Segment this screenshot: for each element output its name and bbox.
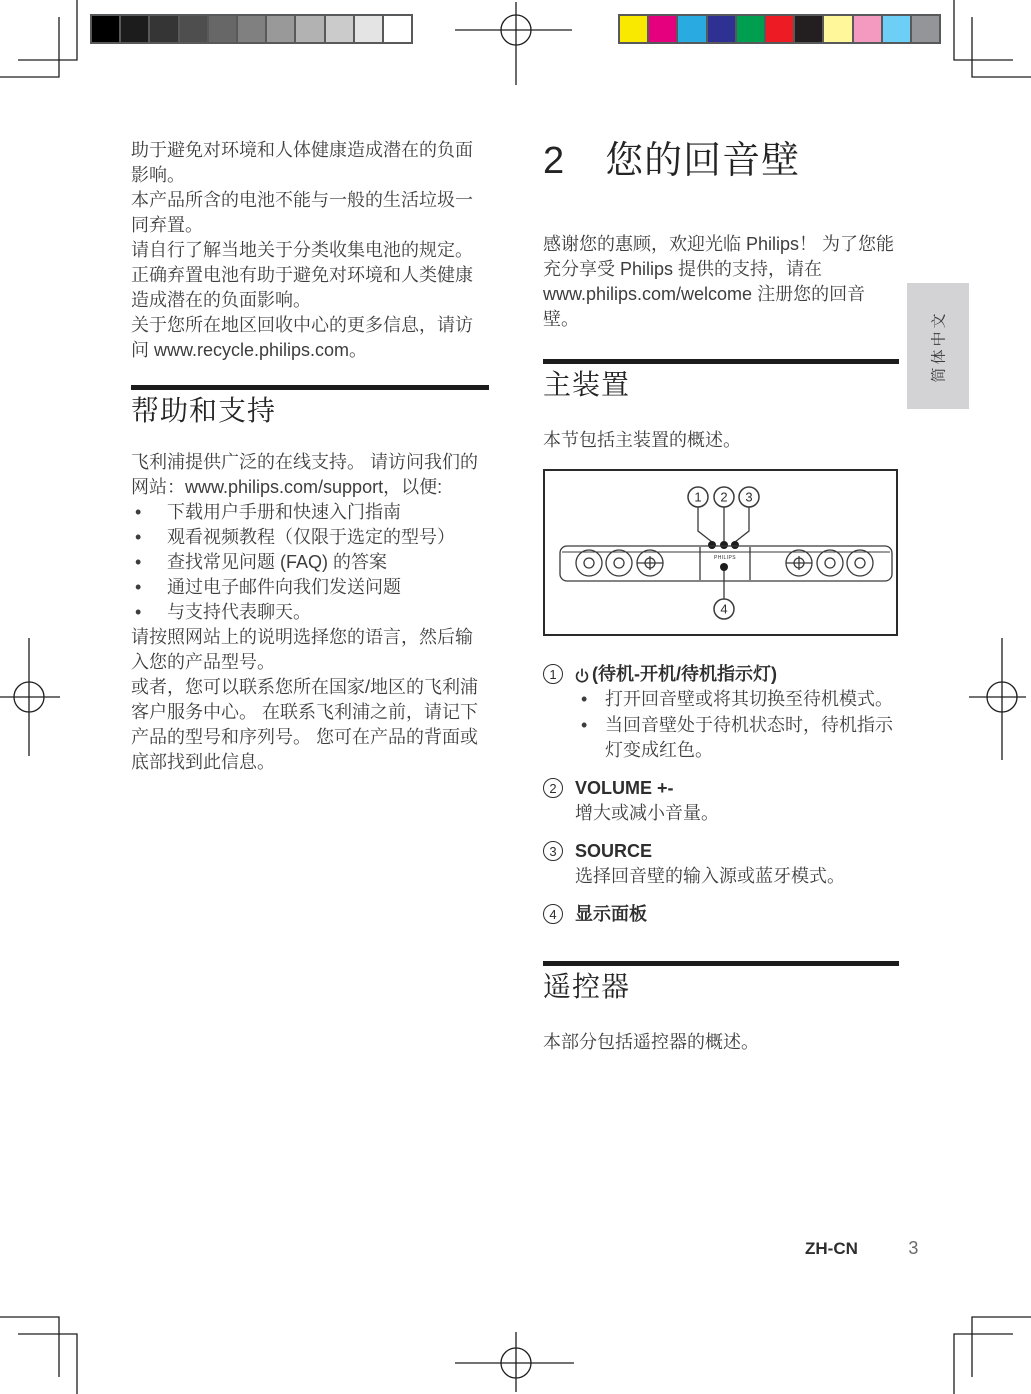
callout-label: SOURCE [575, 841, 653, 861]
crop-mark-bottom-right [954, 1317, 1031, 1394]
footer-language-code: ZH-CN [805, 1239, 858, 1258]
chapter-title: 您的回音壁 [605, 140, 801, 182]
crop-mark-top-left [0, 0, 77, 77]
calibration-swatch [737, 16, 764, 42]
calibration-swatch [150, 16, 177, 42]
calibration-swatch [883, 16, 910, 42]
callout-label: (待机-开机/待机指示灯) [592, 664, 777, 684]
callout-item-power [543, 662, 899, 763]
calibration-swatch [854, 16, 881, 42]
brand-label: PHILIPS [714, 555, 736, 561]
top-button-dots [708, 541, 739, 549]
recycling-paragraph: 助于避免对环境和人体健康造成潜在的负面影响。 [131, 140, 473, 185]
diagram-callout-4 [714, 599, 734, 619]
section-rule [131, 385, 489, 390]
calibration-swatch [795, 16, 822, 42]
calibration-swatch [766, 16, 793, 42]
calibration-swatch [209, 16, 236, 42]
soundbar-body [560, 546, 892, 581]
language-tab-label: 简体中文 [930, 309, 948, 383]
calibration-swatch [121, 16, 148, 42]
svg-text:1: 1 [694, 489, 702, 505]
calibration-swatch [267, 16, 294, 42]
crop-mark-bottom-left [0, 1317, 77, 1394]
calibration-swatch [620, 16, 647, 42]
calibration-swatch [355, 16, 382, 42]
help-bullet: • 下载用户手册和快速入门指南 [131, 500, 489, 525]
callout-item-display [543, 902, 899, 927]
diagram-callout-2 [714, 487, 734, 507]
callout-item-source [543, 839, 899, 889]
callout-sub-bullet: • 打开回音壁或将其切换至待机模式。 [575, 687, 899, 712]
callout-label: VOLUME +- [575, 778, 674, 798]
callout-number: 3 [543, 841, 563, 861]
power-icon [575, 668, 589, 683]
calibration-swatch [180, 16, 207, 42]
section-rule [543, 359, 899, 364]
calibration-swatch [326, 16, 353, 42]
help-bullet-list [131, 500, 489, 625]
calibration-swatch [649, 16, 676, 42]
calibration-swatch [824, 16, 851, 42]
page-footer [805, 1238, 925, 1259]
calibration-swatch [912, 16, 939, 42]
right-column [543, 138, 899, 1055]
main-unit-intro: 本节包括主装置的概述。 [543, 430, 741, 450]
chapter-heading [543, 138, 899, 184]
callout-description: 增大或减小音量。 [575, 803, 719, 823]
recycling-paragraph: 本产品所含的电池不能与一般的生活垃圾一同弃置。 [131, 190, 473, 235]
callout-leader-lines [698, 507, 749, 599]
callout-sub-bullet: • 当回音壁处于待机状态时，待机指示灯变成红色。 [575, 713, 899, 763]
callout-body [575, 776, 899, 826]
chapter-number: 2 [543, 140, 566, 182]
left-column [131, 138, 489, 775]
help-outro: 请按照网站上的说明选择您的语言，然后输入您的产品型号。 [131, 627, 473, 672]
help-bullet: • 通过电子邮件向我们发送问题 [131, 575, 489, 600]
callout-label: 显示面板 [575, 904, 647, 924]
help-bullet: • 观看视频教程（仅限于选定的型号） [131, 525, 489, 550]
recycling-paragraph: 请自行了解当地关于分类收集电池的规定。 正确弃置电池有助于避免对环境和人类健康造成潜在的负面影响。 [131, 240, 473, 310]
callout-number: 4 [543, 904, 563, 924]
soundbar-diagram [543, 469, 898, 636]
color-bar [618, 14, 941, 44]
help-support-heading: 帮助和支持 [131, 395, 277, 426]
help-intro: 飞利浦提供广泛的在线支持。 请访问我们的网站：www.philips.com/support，以便: [131, 452, 478, 497]
main-unit-heading: 主装置 [543, 369, 631, 400]
help-outro: 或者，您可以联系您所在国家/地区的飞利浦客户服务中心。 在联系飞利浦之前，请记下产品的型号和序列号。 您可在产品的背面或底部找到此信息。 [131, 677, 478, 772]
callout-list [543, 662, 899, 927]
callout-description: 选择回音壁的输入源或蓝牙模式。 [575, 866, 845, 886]
calibration-swatch [384, 16, 411, 42]
help-bullet: • 查找常见问题 (FAQ) 的答案 [131, 550, 489, 575]
diagram-callout-3 [739, 487, 759, 507]
footer-page-number: 3 [908, 1238, 919, 1258]
grayscale-bar [90, 14, 413, 44]
svg-text:3: 3 [745, 489, 753, 505]
registration-target-right [969, 638, 1026, 760]
recycling-paragraph: 关于您所在地区回收中心的更多信息，请访问 www.recycle.philips.com。 [131, 315, 473, 360]
callout-sub-bullets [575, 687, 899, 763]
language-tab [907, 283, 969, 409]
registration-target-bottom [455, 1332, 574, 1392]
remote-heading: 遥控器 [543, 971, 631, 1002]
callout-label-row [575, 662, 899, 687]
calibration-swatch [678, 16, 705, 42]
callout-body [575, 839, 899, 889]
right-speakers [786, 550, 873, 576]
svg-text:4: 4 [720, 601, 728, 617]
diagram-callout-1 [688, 487, 708, 507]
callout-number: 2 [543, 778, 563, 798]
callout-number: 1 [543, 664, 563, 684]
callout-body [575, 902, 899, 927]
remote-intro: 本部分包括遥控器的概述。 [543, 1032, 759, 1052]
registration-target-top [455, 2, 572, 85]
section-rule [543, 961, 899, 966]
calibration-swatch [238, 16, 265, 42]
crop-mark-top-right [954, 0, 1031, 77]
registration-target-left [0, 638, 60, 756]
svg-text:2: 2 [720, 489, 728, 505]
callout-item-volume [543, 776, 899, 826]
callout-body [575, 662, 899, 763]
chapter-intro: 感谢您的惠顾，欢迎光临 Philips！ 为了您能充分享受 Philips 提供的支持，请在 www.philips.com/welcome 注册您的回音壁。 [543, 234, 895, 329]
calibration-swatch [296, 16, 323, 42]
help-bullet: • 与支持代表聊天。 [131, 600, 489, 625]
calibration-swatch [92, 16, 119, 42]
display-dot [720, 563, 728, 571]
calibration-swatch [708, 16, 735, 42]
left-speakers [576, 550, 663, 576]
